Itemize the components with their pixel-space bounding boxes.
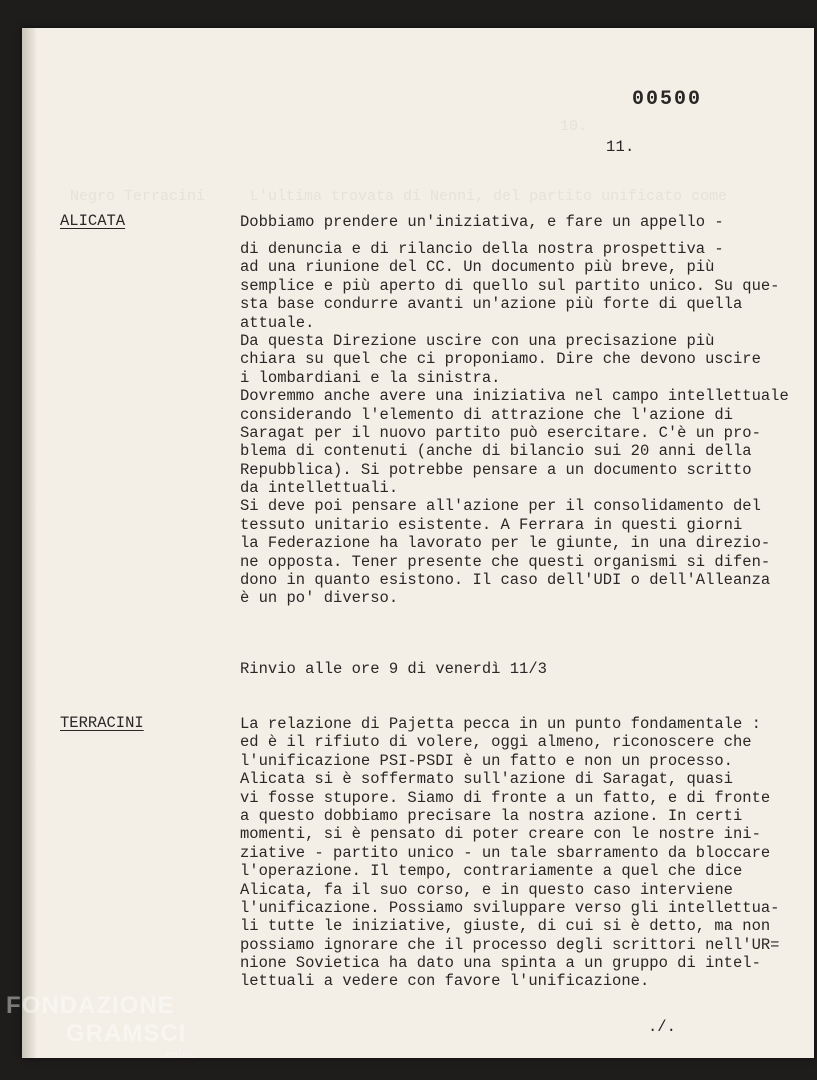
page-number: 11.	[606, 138, 635, 156]
text-line: chiara su quel che ci proponiamo. Dire che devono uscire	[240, 350, 761, 369]
text-line: sta base condurre avanti un'azione più forte di quella	[240, 295, 743, 314]
text-line: a questo dobbiamo precisare la nostra azione. In certi	[240, 806, 743, 825]
watermark-line-1: FONDAZIONE	[6, 992, 175, 1019]
text-line: l'unificazione. Possiamo sviluppare verso gli intellettua-	[240, 898, 780, 917]
text-line: i lombardiani e la sinistra.	[240, 368, 501, 387]
text-line: Repubblica). Si potrebbe pensare a un documento scritto	[240, 460, 752, 479]
bleed-through-text: Negro Terracini L'ultima trovata di Nenni, del partito unificato come	[70, 188, 728, 205]
watermark-line-2: GRAMSCI	[66, 1020, 187, 1047]
text-line: attuale.	[240, 313, 315, 332]
text-line: da intellettuali.	[240, 479, 399, 498]
fondazione-gramsci-watermark	[6, 990, 206, 1070]
text-line: Dovremmo anche avere una iniziativa nel campo intellettuale	[240, 387, 789, 406]
text-line: la Federazione ha lavorato per le giunte, in una direzio-	[240, 534, 771, 553]
terracini-paragraph	[240, 715, 780, 991]
text-line: nione Sovietica ha dato una spinta a un gruppo di intel-	[240, 954, 761, 973]
text-line: possiamo ignorare che il processo degli scrittori nell'UR=	[240, 935, 780, 954]
text-line: di denuncia e di rilancio della nostra prospettiva -	[240, 240, 724, 258]
text-line: Da questa Direzione uscire con una precisazione più	[240, 331, 715, 350]
text-line: momenti, si è pensato di poter creare con le nostre ini-	[240, 825, 761, 844]
text-line: lettuali a vedere con favore l'unificazione.	[240, 972, 650, 991]
alicata-first-line	[240, 213, 724, 231]
speaker-alicata: ALICATA	[60, 212, 126, 230]
text-line: l'unificazione PSI-PSDI è un fatto e non un processo.	[240, 751, 733, 770]
bleed-through-number: 10.	[560, 118, 588, 135]
text-line: tessuto unitario esistente. A Ferrara in questi giorni	[240, 515, 743, 534]
text-line: è un po' diverso.	[240, 589, 399, 608]
text-line: l'operazione. Il tempo, contrariamente a quel che dice	[240, 862, 743, 881]
adjournment-note	[240, 660, 547, 678]
text-line: Alicata si è soffermato sull'azione di Saragat, quasi	[240, 770, 733, 789]
text-line: semplice e più aperto di quello sul partito unico. Su que-	[240, 276, 780, 295]
text-line: ed è il rifiuto di volere, oggi almeno, riconoscere che	[240, 733, 752, 752]
document-number: 00500	[632, 88, 703, 111]
text-line: vi fosse stupore. Siamo di fronte a un fatto, e di fronte	[240, 788, 771, 807]
speaker-terracini: TERRACINI	[60, 714, 144, 732]
text-line: ad una riunione del CC. Un documento più breve, più	[240, 258, 715, 277]
text-line: Saragat per il nuovo partito può esercitare. C'è un pro-	[240, 423, 761, 442]
text-line: La relazione di Pajetta pecca in un punto fondamentale :	[240, 715, 761, 733]
text-line: ne opposta. Tener presente che questi organismi si difen-	[240, 552, 771, 571]
text-line: Alicata, fa il suo corso, e in questo caso interviene	[240, 880, 733, 899]
text-line: considerando l'elemento di attrazione che l'azione di	[240, 405, 733, 424]
adjournment-text: Rinvio alle ore 9 di venerdì 11/3	[240, 660, 547, 678]
text-line: dono in quanto esistono. Il caso dell'UDI o dell'Alleanza	[240, 571, 771, 590]
continuation-mark: ./.	[648, 1018, 676, 1036]
text-line: ziative - partito unico - un tale sbarramento da bloccare	[240, 843, 771, 862]
text-line: blema di contenuti (anche di bilancio sui 20 anni della	[240, 442, 752, 461]
text-line: Dobbiamo prendere un'iniziativa, e fare un appello -	[240, 213, 724, 231]
page-binding-edge	[22, 28, 36, 1058]
watermark-line-3: onlus	[166, 1050, 195, 1061]
text-line: li tutte le iniziative, giuste, di cui si è detto, ma non	[240, 917, 771, 936]
text-line: Si deve poi pensare all'azione per il consolidamento del	[240, 497, 761, 516]
alicata-paragraph	[240, 240, 789, 608]
